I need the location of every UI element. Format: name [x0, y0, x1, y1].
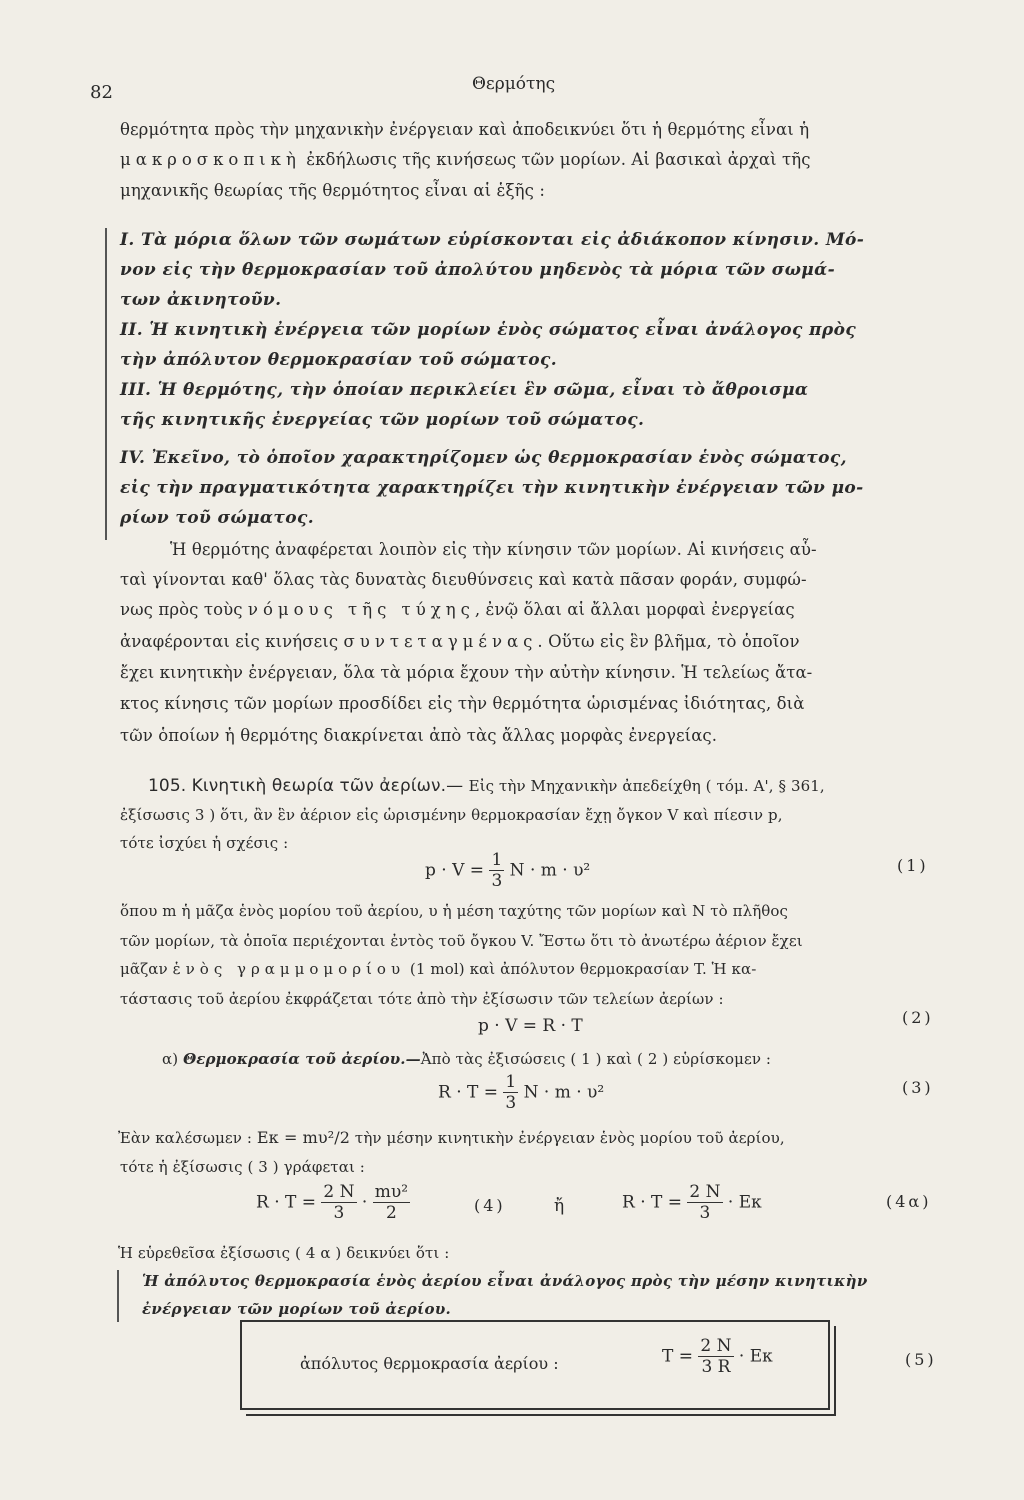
spaced-term: ἑνὸς γραμμομορίου: [172, 960, 406, 978]
law-2-line-1: [120, 320, 856, 340]
eq4-or: ἤ: [554, 1196, 565, 1216]
law-3-line-1: [120, 380, 808, 400]
law-1-text: Τὰ μόρια ὅλων τῶν σωμάτων εὑρίσκονται εἰς ἀδιάκοπον κίνησιν. Μό-: [141, 230, 865, 250]
law-4-text: Ἐκεῖνο, τὸ ὁποῖον χαρακτηρίζομεν ὡς θερμοκρασίαν ἑνὸς σώματος,: [151, 448, 847, 468]
eq4-den2: 2: [385, 1203, 397, 1224]
para2-line-7: τῶν ὁποίων ἡ θερμότης διακρίνεται ἀπὸ τὰς ἄλλας μορφὰς ἐνεργείας.: [120, 726, 718, 745]
para2-line-4-a: ἀναφέρονται εἰς κινήσεις: [120, 632, 344, 651]
law-1-line-2: νον εἰς τὴν θερμοκρασίαν τοῦ ἀπολύτου μηδενὸς τὰ μόρια τῶν σωμά-: [120, 260, 836, 280]
intro-line-3: μηχανικῆς θεωρίας τῆς θερμότητος εἶναι αἱ ἑξῆς :: [120, 181, 546, 200]
eq4a-num: 2 N: [689, 1182, 721, 1202]
eq4-num2: mυ²: [374, 1182, 409, 1202]
law-4-line-3: ρίων τοῦ σώματος.: [120, 508, 315, 528]
eq4a-den: 3: [699, 1203, 711, 1224]
para4-line-1: [118, 1128, 785, 1147]
para3-line-3: [120, 960, 756, 978]
eq2-label: (2): [902, 1008, 934, 1027]
law-2-line-2: τὴν ἀπόλυτον θερμοκρασίαν τοῦ σώματος.: [120, 350, 558, 370]
eq5-num: 2 N: [700, 1336, 732, 1356]
spaced-term: συντεταγμένας: [343, 632, 538, 651]
item-a-title: Θερμοκρασία τοῦ ἀερίου.—: [183, 1050, 421, 1068]
para2-line-2: ταὶ γίνονται καθ' ὅλας τὰς δυνατὰς διευθύνσεις καὶ κατὰ πᾶσαν φοράν, συμφώ-: [120, 570, 807, 589]
eq5-label-text: ἀπόλυτος θερμοκρασία ἀερίου :: [300, 1354, 559, 1373]
eq1-label: (1): [897, 856, 929, 875]
para2-line-4-b: . Οὕτω εἰς ἓν βλῆμα, τὸ ὁποῖον: [537, 632, 800, 651]
eq3-lhs: R · T =: [438, 1082, 498, 1103]
eq1-lhs: p · V =: [425, 860, 485, 881]
eq5-den: 3 R: [701, 1357, 731, 1378]
intro-line-1: θερμότητα πρὸς τὴν μηχανικὴν ἐνέργειαν καὶ ἀποδεικνύει ὅτι ἡ θερμότης εἶναι ἡ: [120, 120, 810, 139]
intro-line-2-rest: ἐκδήλωσις τῆς κινήσεως τῶν μορίων. Αἱ βασικαὶ ἀρχαὶ τῆς: [300, 150, 811, 169]
section-line-3: τότε ἰσχύει ἡ σχέσις :: [120, 834, 289, 852]
spaced-term: μακροσκοπικὴ: [120, 150, 301, 169]
para5-line-1: Ἡ εὑρεθεῖσα ἐξίσωσις ( 4 α ) δεικνύει ὅτι :: [118, 1244, 450, 1262]
section-line-2: ἐξίσωσις 3 ) ὅτι, ἂν ἓν ἀέριον εἰς ὡρισμένην θερμοκρασίαν ἔχῃ ὄγκον V καὶ πίεσιν p,: [120, 806, 783, 824]
eq1-fraction: [489, 850, 504, 892]
eq4-lhs: R · T =: [256, 1192, 316, 1213]
para3-line-3-a: μᾶζαν: [120, 960, 173, 978]
equation-4a: [622, 1182, 762, 1224]
law-4-line-2: εἰς τὴν πραγματικότητα χαρακτηρίζει τὴν κινητικὴν ἐνέργειαν τῶν μο-: [120, 478, 864, 498]
ek-definition: Eκ = mυ²/2: [256, 1128, 351, 1147]
eq3-numerator: 1: [505, 1072, 517, 1092]
para3-line-4: τάστασις τοῦ ἀερίου ἐκφράζεται τότε ἀπὸ τὴν ἐξίσωσιν τῶν τελείων ἀερίων :: [120, 990, 724, 1008]
eq1-denominator: 3: [491, 871, 503, 892]
eq4a-lhs: R · T =: [622, 1192, 682, 1213]
para2-line-1: Ἡ θερμότης ἀναφέρεται λοιπὸν εἰς τὴν κίνησιν τῶν μορίων. Αἱ κινήσεις αὗ-: [170, 540, 817, 559]
equation-1: [425, 850, 590, 892]
eq5-fraction: [698, 1336, 733, 1378]
para2-line-3: [120, 600, 795, 619]
conclusion-margin-rule: [117, 1270, 119, 1322]
law-1-number: I.: [120, 230, 135, 250]
para3-line-3-b: (1 mol) καὶ ἀπόλυτον θερμοκρασίαν T. Ἡ κα-: [405, 960, 757, 978]
eq3-rhs: N · m · υ²: [523, 1082, 605, 1103]
eq4a-label: (4α): [886, 1192, 932, 1211]
equation-5: [662, 1336, 773, 1378]
equation-4: [256, 1182, 410, 1224]
law-4-number: IV.: [120, 448, 146, 468]
law-2-number: II.: [120, 320, 144, 340]
item-a-prefix: α): [162, 1050, 179, 1068]
section-number: 105.: [148, 776, 187, 796]
eq3-fraction: [503, 1072, 518, 1114]
eq4-num1: 2 N: [323, 1182, 355, 1202]
para3-line-2: τῶν μορίων, τὰ ὁποῖα περιέχονται ἐντὸς τοῦ ὄγκου V. Ἔστω ὅτι τὸ ἀνωτέρω ἀέριον ἔχει: [120, 932, 803, 950]
para4-line-1-b: τὴν μέσην κινητικὴν ἐνέργειαν ἑνὸς μορίου τοῦ ἀερίου,: [354, 1129, 785, 1147]
law-3-number: III.: [120, 380, 152, 400]
law-4-line-1: [120, 448, 847, 468]
intro-line-2: [120, 150, 811, 169]
law-1-line-3: των ἀκινητοῦν.: [120, 290, 282, 310]
para2-line-6: κτος κίνησις τῶν μορίων προσδίδει εἰς τὴν θερμότητα ὡρισμένας ἰδιότητας, διὰ: [120, 694, 805, 713]
eq4a-fraction: [687, 1182, 722, 1224]
laws-margin-rule: [105, 228, 107, 540]
eq5-label: (5): [905, 1350, 937, 1369]
section-105-heading: [148, 776, 825, 796]
eq4-fraction-1: [321, 1182, 356, 1224]
equation-2: p · V = R · T: [478, 1016, 583, 1036]
section-title: Κινητικὴ θεωρία τῶν ἀερίων.—: [191, 776, 464, 796]
conclusion-line-1: Ἡ ἀπόλυτος θερμοκρασία ἑνὸς ἀερίου εἶναι ἀνάλογος πρὸς τὴν μέσην κινητικὴν: [142, 1272, 868, 1290]
eq4a-rhs: · Eκ: [727, 1192, 762, 1213]
eq1-rhs: N · m · υ²: [509, 860, 591, 881]
eq5-lhs: T =: [662, 1346, 693, 1367]
para2-line-3-a: νως πρὸς τοὺς: [120, 600, 248, 619]
running-title: Θερμότης: [472, 74, 556, 94]
eq4-dot: ·: [361, 1192, 368, 1213]
eq4-fraction-2: [373, 1182, 410, 1224]
eq4-den1: 3: [333, 1203, 345, 1224]
para2-line-4: [120, 632, 800, 651]
page-number: 82: [90, 82, 113, 103]
law-3-text: Ἡ θερμότης, τὴν ὁποίαν περικλείει ἓν σῶμα, εἶναι τὸ ἄθροισμα: [157, 380, 809, 400]
para2-line-3-b: , ἐνῷ ὅλαι αἱ ἄλλαι μορφαὶ ἐνεργείας: [474, 600, 795, 619]
eq3-label: (3): [902, 1078, 934, 1097]
para4-line-1-a: Ἐὰν καλέσωμεν :: [118, 1129, 253, 1147]
section-line-1: Εἰς τὴν Μηχανικὴν ἀπεδείχθη ( τόμ. Α', § 361,: [468, 777, 825, 795]
law-3-line-2: τῆς κινητικῆς ἐνεργείας τῶν μορίων τοῦ σώματος.: [120, 410, 645, 430]
eq5-rhs: · Eκ: [738, 1346, 773, 1367]
eq3-denominator: 3: [505, 1093, 517, 1114]
para3-line-1: ὅπου m ἡ μᾶζα ἑνὸς μορίου τοῦ ἀερίου, υ ἡ μέση ταχύτης τῶν μορίων καὶ N τὸ πλῆθος: [120, 902, 789, 920]
equation-3: [438, 1072, 604, 1114]
eq1-numerator: 1: [491, 850, 503, 870]
law-1-line-1: [120, 230, 864, 250]
item-a-rest: Ἀπὸ τὰς ἐξισώσεις ( 1 ) καὶ ( 2 ) εὑρίσκομεν :: [420, 1050, 772, 1068]
para2-line-5: ἔχει κινητικὴν ἐνέργειαν, ὅλα τὰ μόρια ἔχουν τὴν αὐτὴν κίνησιν. Ἡ τελείως ἄτα-: [120, 663, 813, 682]
item-a-line: [162, 1050, 771, 1068]
eq4-label: (4): [474, 1196, 506, 1215]
conclusion-line-2: ἐνέργειαν τῶν μορίων τοῦ ἀερίου.: [142, 1300, 452, 1318]
para4-line-2: τότε ἡ ἐξίσωσις ( 3 ) γράφεται :: [120, 1158, 365, 1176]
law-2-text: Ἡ κινητικὴ ἐνέργεια τῶν μορίων ἑνὸς σώματος εἶναι ἀνάλογος πρὸς: [149, 320, 857, 340]
spaced-term: νόμους τῆς τύχης: [247, 600, 475, 619]
